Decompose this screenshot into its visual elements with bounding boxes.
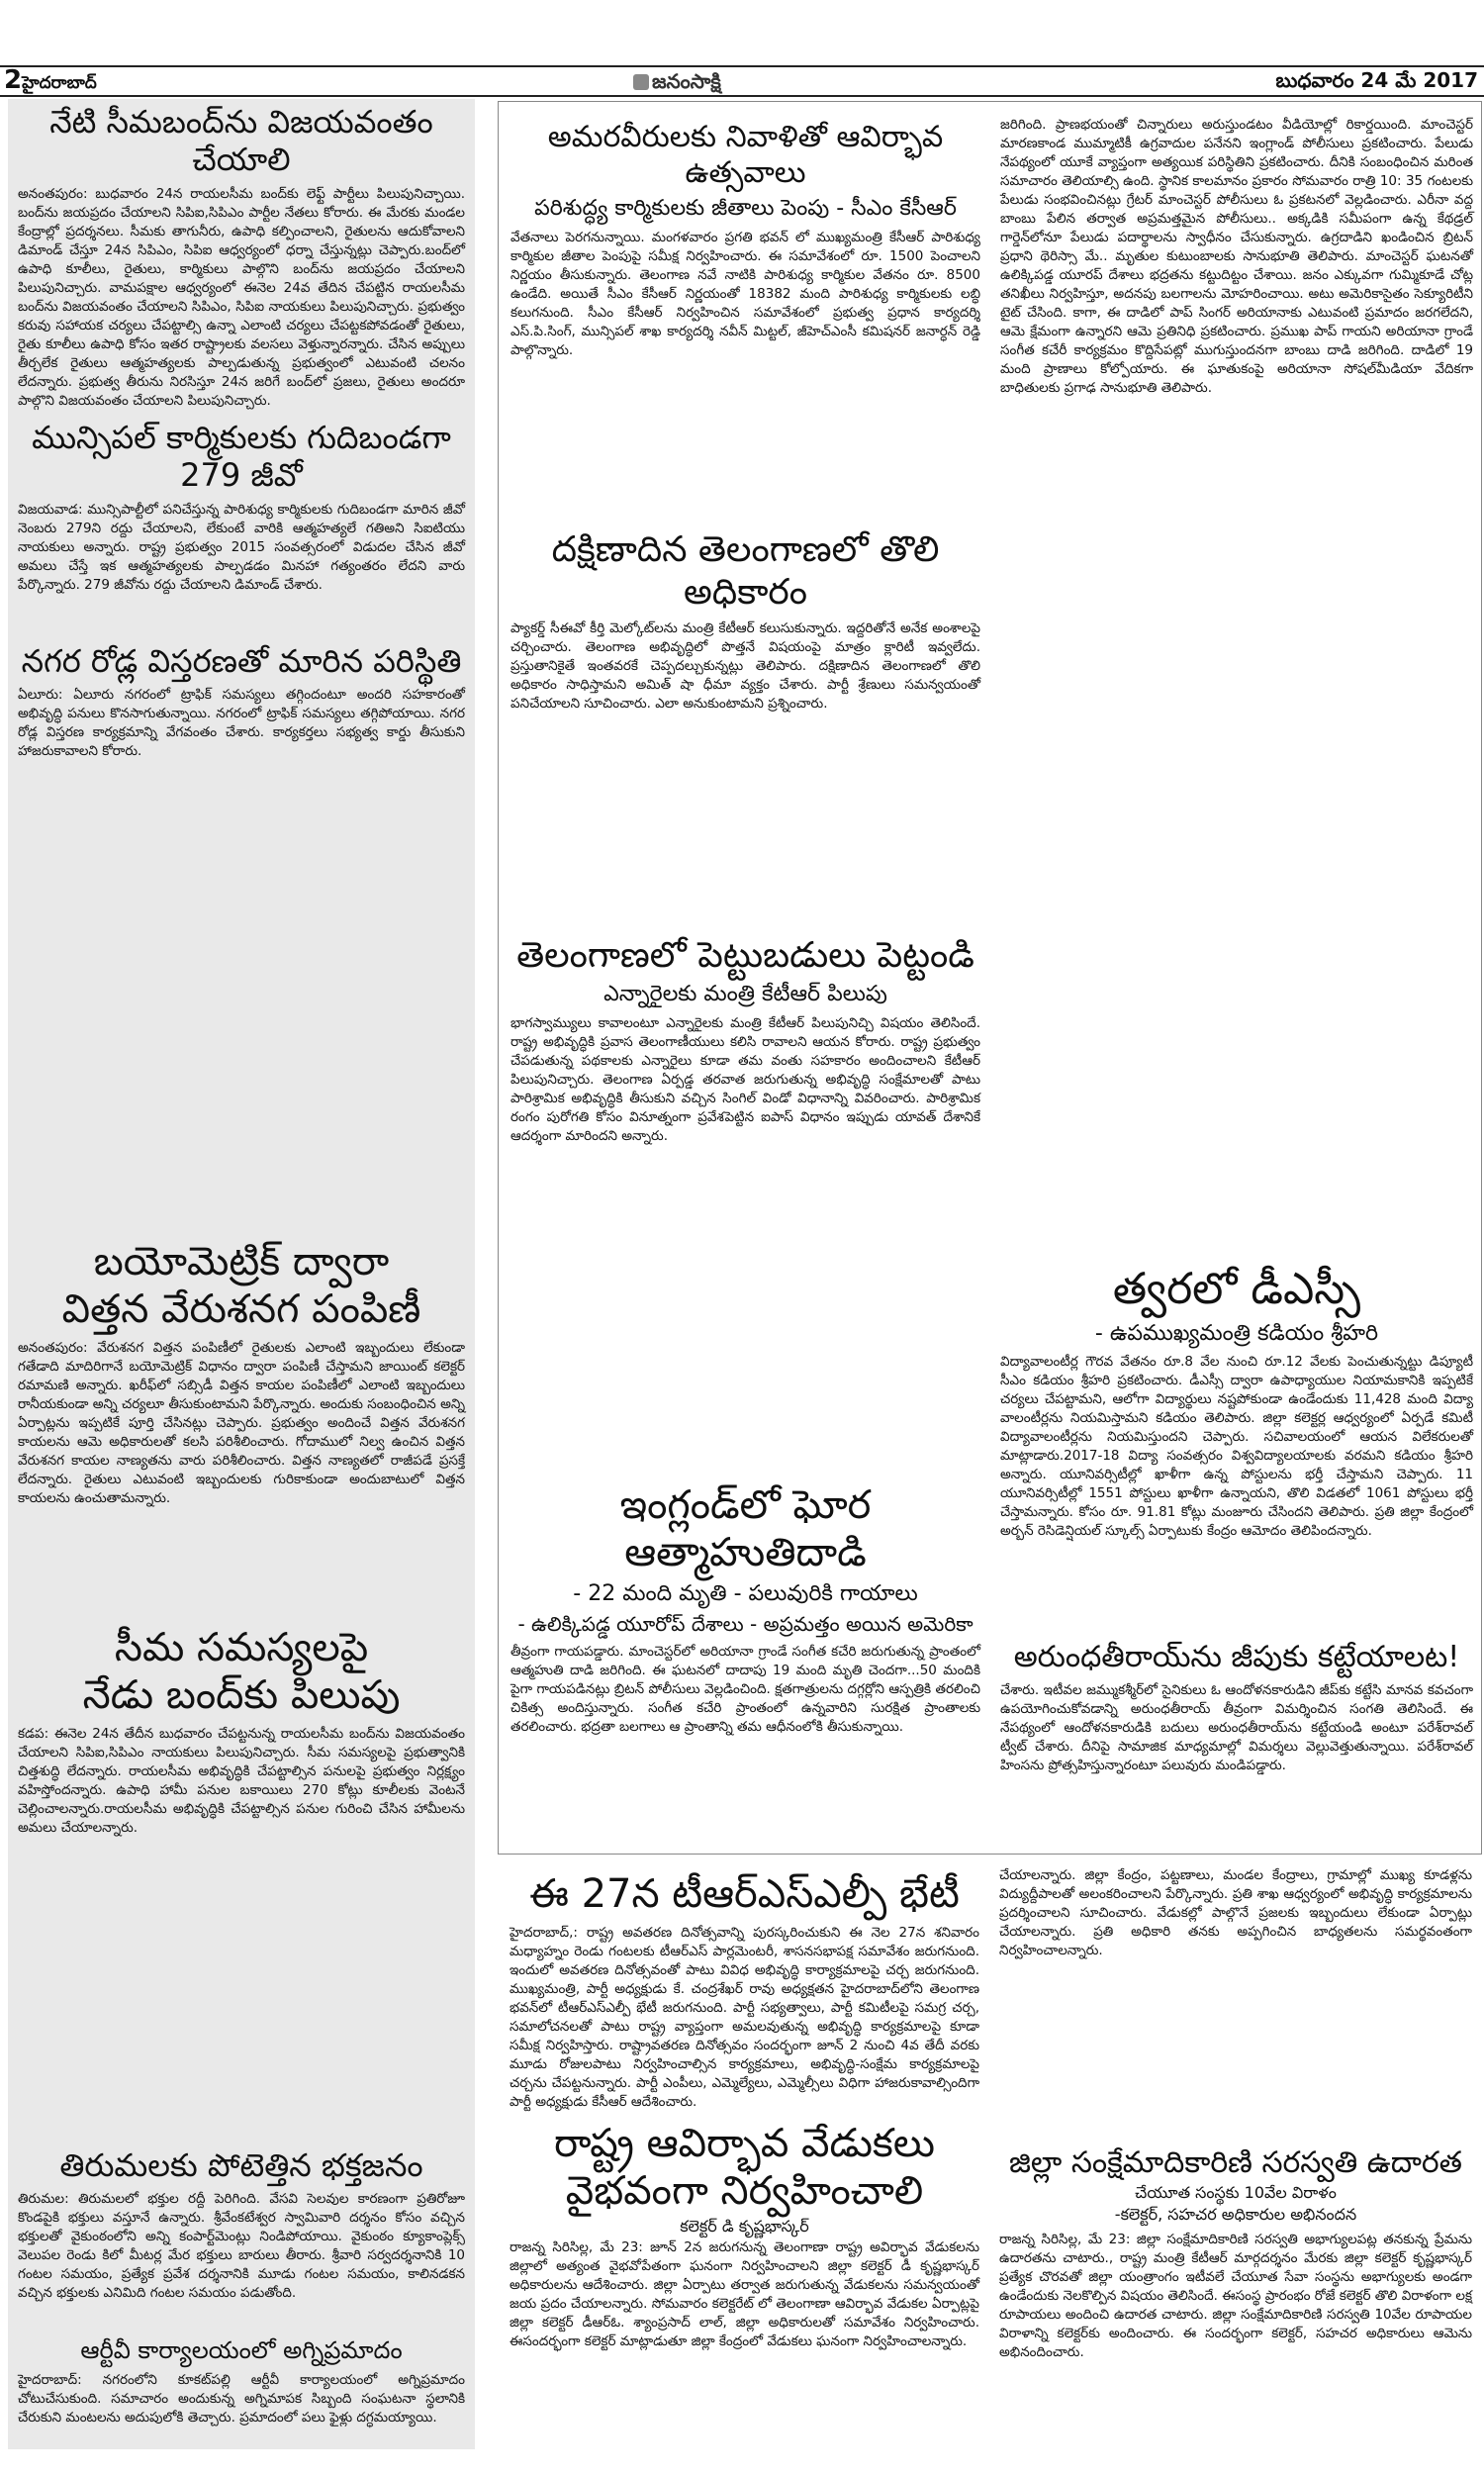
article-body: జరిగింది. ప్రాణభయంతో చిన్నారులు అరుస్తుండటం వీడియోల్లో రికార్డయింది. మాంచెస్టర్ మారణకాండ ముమ్మాటికీ ఉగ్రవాదుల పనేనని ఇంగ్లాండ్ పోలీసులు ప్రకటించారు. పేలుడు నేపథ్యంలో యూకే వ్యాప్తంగా అత్యయిక పరిస్థితిని ప్రకటించారు. దీనికి సంబంధించిన మరింత సమాచారం తెలియాల్సి ఉంది. స్థానిక కాలమానం ప్రకారం సోమవారం రాత్రి 10: 35 గంటలకు పేలుడు సంభవించినట్లు గ్రేటర్ మాంచెస్టర్ పోలీసులు ఓ ప్రకటనలో వెల్లడించారు. ఎరీనా వద్ద బాంబు పేలిన తర్వాత అప్రమత్తమైన పోలీసులు.. అక్కడికి సమీపంగా ఉన్న కేథడ్రల్ గార్డెన్‌లోనూ పేలుడు పదార్థాలను స్వాధీనం చేసుకున్నారు. ఉగ్రదాడిని ఖండించిన బ్రిటన్ ప్రధాని థెరిస్సా మే.. మృతుల కుటుంబాలకు సానుభూతి తెలిపారు. మాంచెస్టర్ ఘటనతో ఉలిక్కిపడ్డ యూరప్ దేశాలు భద్రతను కట్టుదిట్టం చేశాయి. జనం ఎక్కువగా గుమ్మికూడే చోట్ల తనిఖీలు నిర్వహిస్తూ, అదనపు బలగాలను మోహరించాయి. అటు అమెరికాసైతం సెక్యూరిటీని టైట్ చేసింది. కాగా, ఈ దాడిలో పాప్ సింగర్ అరియానాకు ఎటువంటి ప్రమాదం జరగలేదని, ఆమె క్షేమంగా ఉన్నారని ఆమె ప్రతినిధి ప్రకటించారు. ప్రముఖ పాప్ గాయని అరియానా గ్రాండే సంగీత కచేరీ కార్యక్రమం కొద్దిసేపట్లో ముగుస్తుందనగా బాంబు దాడి జరిగింది. దాడిలో 19 మంది ప్రాణాలు కోల్పోయారు. ఈ ఘాతుకంపై అరియానా సోషల్‌మీడియా వేదికగా బాధితులకు ప్రగాఢ సానుభూతి తెలిపారు.	[1000, 117, 1473, 396]
article-body: రాజన్న సిరిసిల్ల, మే 23: జిల్లా సంక్షేమాదికారిణి సరస్వతి అభాగ్యులపట్ల తనకున్న ప్రేమను ఉదారతను చాటారు., రాష్ట్ర మంత్రి కేటీఆర్ మార్గదర్శనం మేరకు జిల్లా కలెక్టర్ కృష్ణభాస్కర్ ప్రత్యేక చొరవతో జిల్లా యంత్రాంగం ఇటీవలే చేయూత సేవా సంస్థను అభాగ్యులకు అండగా ఉండేందుకు నెలకొల్పిన విషయం తెలిసిందే. ఈసంస్థ ప్రారంభం రోజే కలెక్టర్ తొలి విరాళంగా లక్ష రూపాయలు అందించి ఉదారత చాటారు. జిల్లా సంక్షేమాదికారిణి సరస్వతి 10వేల రూపాయల విరాళాన్ని కలెక్టర్‌కు అందించారు. ఈ సందర్భంగా కలెక్టర్, సహచర అధికారులు ఆమెను అభినందించారు.	[999, 2232, 1472, 2360]
article-tirumala	[18, 2146, 465, 2336]
article-rtv-fire	[18, 2336, 465, 2435]
article-body: విద్యావాలంటీర్ల గౌరవ వేతనం రూ.8 వేల నుంచి రూ.12 వేలకు పెంచుతున్నట్టు డిప్యూటీ సీఎం కడియం శ్రీహరి ప్రకటించారు. డీఎస్సీ ద్వారా ఉపాధ్యాయుల నియామకానికి ఇప్పటికే చర్యలు చేపట్టామని, ఆలోగా విద్యార్థులు నష్టపోకుండా ఉండేందుకు 11,428 మంది విద్యా వాలంటీర్లను నియమిస్తామని కడియం తెలిపారు. జిల్లా కలెక్టర్ల ఆధ్వర్యంలో ఏర్పడే కమిటీ విద్యావాలంటీర్లను నియమిస్తుందని చెప్పారు. సచివాలయంలో ఆయన విలేకరులతో మాట్లాడారు.2017-18 విద్యా సంవత్సరం విశ్వవిద్యాలయాలకు వరమని కడియం శ్రీహరి అన్నారు. యూనివర్సిటీల్లో ఖాళీగా ఉన్న పోస్టులను భర్తీ చేస్తామని చెప్పారు. 11 యూనివర్సిటీల్లో 1551 పోస్టులు ఖాళీగా ఉన్నాయని, తొలి విడతలో 1061 పోస్టులు భర్తీ చేస్తామన్నారు. కోసం రూ. 91.81 కోట్లు మంజూరు చేసిందని తెలిపారు. ప్రతి జిల్లా కేంద్రంలో అర్బన్ రెసిడెన్షియల్ స్కూల్స్ ఏర్పాటుకు కేంద్రం ఆమోదం తెలిపిందన్నారు.	[1000, 1354, 1473, 1540]
bottom-middle-column	[510, 1858, 979, 2370]
paper-logo	[633, 69, 721, 98]
article-south-power	[510, 528, 980, 934]
headline-line-1: బయోమెట్రిక్ ద్వారా	[93, 1238, 390, 1285]
bottom-section	[498, 1858, 1482, 2370]
subheadline-2: -కలెక్టర్, సహచర అధికారుల అభినందన	[1114, 2205, 1357, 2224]
article-body: వేతనాలు పెరగనున్నాయి. మంగళవారం ప్రగతి భవన్ లో ముఖ్యమంత్రి కేసీఆర్ పారిశుధ్య కార్మికుల జీతాల పెంపుపై సమీక్ష నిర్వహించారు. ఈ సమావేశంలో రూ. 1500 పెంచాలని నిర్ణయం తీసుకున్నారు. తెలంగాణ నవే నాటికి పారిశుధ్య కార్మికుల వేతనం రూ. 8500 ఉండేది. అయితే సీఎం కేసీఆర్ నిర్ణయంతో 18382 మంది పారిశుధ్య కార్మికులకు లబ్ధి కలుగనుంది. సీఎం కేసీఆర్ నిర్వహించిన సమావేశంలో ప్రభుత్వ ప్రధాన కార్యదర్శి ఎస్.పి.సింగ్, మున్సిపల్ శాఖ కార్యదర్శి నవీన్ మిట్టల్, జీహెచ్‌ఎంసీ కమిషనర్ జనార్ధన్ రెడ్డి పాల్గొన్నారు.	[510, 229, 980, 358]
bottom-right-column	[999, 1858, 1472, 2370]
article-body: అనంతపురం: వేరుశనగ విత్తన పంపిణీలో రైతులకు ఎలాంటి ఇబ్బందులు లేకుండా గతేడాది మాదిరిగానే బయోమెట్రిక్ విధానం ద్వారా పంపిణీ చేస్తామని జాయింట్ కలెక్టర్ రమామణి అన్నారు. ఖరీఫ్‌లో సబ్సిడీ విత్తన కాయల పంపిణీలో ఎలాంటి ఇబ్బందులు రానీయకుండా అన్ని చర్యలూ తీసుకుంటామని పేర్కొన్నారు. అందుకు సంబంధించిన అన్ని ఏర్పాట్లను ఇప్పటికే పూర్తి చేసినట్లు చెప్పారు. ప్రభుత్వం అందించే విత్తన వేరుశనగ కాయలను ఆమె అధికారులతో కలసి పరిశీలించారు. గోదాములో నిల్వ ఉంచిన విత్తన వేరుశనగ కాయల నాణ్యతను వారు పరిశీలించారు. విత్తన నాణ్యతలో రాజీపడే ప్రసక్తే లేదన్నారు. రైతులు ఎటువంటి ఇబ్బందులకు గురికాకుండా అందుబాటులో విత్తన కాయలను ఉంచుతామన్నారు.	[18, 1339, 465, 1506]
article-trslp-meeting	[510, 1870, 979, 2120]
page-number	[4, 65, 97, 97]
article-invest-telangana	[510, 934, 980, 1481]
article-body: కడప: ఈనెల 24న తేదీన బుధవారం చేపట్టనున్న రాయలసీమ బంద్‌ను విజయవంతం చేయాలని సిపిఐ,సిపిఎం నాయకులు పిలుపునిచ్చారు. సీమ సమస్యలపై ప్రభుత్వానికి చిత్తశుద్ధి లేదన్నారు. రాయలసీమ అభివృద్ధికి చేపట్టాల్సిన పనులపై ప్రభుత్వం నిర్లక్ష్యం వహిస్తోందన్నారు. ఉపాధి హామీ పనుల బకాయిలు 270 కోట్లు కూలీలకు వెంటనే చెల్లించాలన్నారు.రాయలసీమ అభివృద్ధికి చేపట్టాల్సిన పనుల గురించి చేసిన హామీలను అమలు చేయాలన్నారు.	[18, 1725, 465, 1836]
article-body: ఏలూరు: ఏలూరు నగరంలో ట్రాఫిక్ సమస్యలు తగ్గిందంటూ అందరి సహకారంతో అభివృద్ధి పనులు కొనసాగుతున్నాయి. నగరంలో ట్రాఫిక్ సమస్యలు తగ్గిపోయాయి. నగర రోడ్ల విస్తరణ కార్యక్రమాన్ని వేగవంతం చేశారు. కార్యకర్తలు సభ్యత్వ కార్డు తీసుకుని హాజరుకావాలని కోరారు.	[18, 687, 465, 760]
headline: నగర రోడ్ల విస్తరణతో మారిన పరిస్థితి	[21, 641, 462, 680]
article-road-widening	[18, 642, 465, 1238]
headline-line-2: నేడు బంద్‌కు పిలుపు	[82, 1671, 401, 1718]
article-body: రాజన్న సిరిసిల్ల, మే 23: జూన్ 2న జరుగనున్న తెలంగాణా రాష్ట్ర అవిర్భావ వేడుకలను జిల్లాలో అత్యంత వైభవోపేతంగా ఘనంగా నిర్వహించాలని జిల్లా కలెక్టర్ డీ కృష్ణభాస్కర్ అధికారులను ఆదేశించారు. జిల్లా ఏర్పాటు తర్వాత జరుగుతున్న వేడుకలను సమన్వయంతో జయ ప్రదం చేయాలన్నారు. సోమవారం కలెక్టరేట్ లో తెలంగాణా ఆవిర్భావ వేడుకల ఏర్పాట్లపై జిల్లా కలెక్టర్ డీఆర్ఓ. శ్యాంప్రసాద్ లాల్, జిల్లా అధికారులతో సమావేశం నిర్వహించారు. ఈసందర్భంగా కలెక్టర్ మాట్లాడుతూ జిల్లా కేంద్రంలో వేడుకలు ఘనంగా నిర్వహించాలన్నారు.	[510, 2239, 979, 2349]
boxed-section	[498, 101, 1482, 1855]
article-body: విజయవాడ: మున్సిపాల్టీలో పనిచేస్తున్న పారిశుధ్య కార్మికులకు గుదిబండగా మారిన జీవో నెంబరు 279ని రద్దు చేయాలని, లేకుంటే వారికి ఆత్మహత్యలే గతిఅని సిఐటియు నాయకులు అన్నారు. రాష్ట్ర ప్రభుత్వం 2015 సంవత్సరంలో విడుదల చేసిన జీవో అమలు చేస్తే ఇక ఆత్మహత్యలకు పాల్పడడం మినహా గత్యంతరం లేదని వారు పేర్కొన్నారు. 279 జీవోను రద్దు చేయాలని డిమాండ్ చేశారు.	[18, 501, 465, 593]
article-formation-day	[510, 120, 980, 528]
headline: అమరవీరులకు నివాళితో ఆవిర్భావ ఉత్సవాలు	[547, 120, 944, 190]
right-area	[498, 101, 1482, 2370]
subheadline: పరిశుద్ధ్య కార్మికులకు జీతాలు పెంపు - సీఎం కేసీఆర్	[534, 196, 957, 221]
headline: ఆర్టీవీ కార్యాలయంలో అగ్నిప్రమాదం	[80, 2335, 403, 2364]
headline: జిల్లా సంక్షేమాదికారిణి సరస్వతి ఉదారత	[1008, 2145, 1463, 2180]
article-biometric-seeds	[18, 1238, 465, 1624]
headline-line-2: వైభవంగా నిర్వహించాలి	[565, 2168, 924, 2214]
logo-icon	[633, 74, 649, 90]
headline: మున్సిపల్ కార్మికులకు గుదిబండగా 279 జీవో	[32, 418, 451, 495]
article-england-attack	[510, 1481, 980, 1745]
article-england-continued	[1000, 116, 1473, 1264]
article-body: తీవ్రంగా గాయపడ్డారు. మాంచెస్టర్‌లో అరియానా గ్రాండే సంగీత కచేరి జరుగుతున్న ప్రాంతంలో ఆత్మహుతి దాడి జరిగింది. ఈ ఘటనలో దాదాపు 19 మంది మృతి చెందగా...50 మందికి పైగా గాయపడినట్లు బ్రిటన్ పోలీసులు వెల్లడించింది. క్షతగాత్రులను దగ్గర్లోని ఆస్పత్రికి తరలించి చికిత్స అందిస్తున్నారు. సంగీత కచేరి ప్రాంతంలో ఉన్నవారిని సురక్షిత ప్రాంతాలకు తరలించారు. భద్రతా బలగాలు ఆ ప్రాంతాన్ని తమ ఆధీనంలోకి తీసుకున్నాయి.	[510, 1643, 980, 1735]
article-arundhati-roy	[1000, 1640, 1473, 1783]
subheadline: ఎన్నారైలకు మంత్రి కేటీఆర్ పిలుపు	[603, 982, 887, 1007]
issue-date: బుధవారం 24 మే 2017	[1275, 68, 1478, 92]
article-body: హైదరాబాద్,: రాష్ట్ర అవతరణ దినోత్సవాన్ని పురస్కరించుకుని ఈ నెల 27న శనివారం మధ్యాహ్నం రెండు గంటలకు టీఆర్ఎస్ పార్లమెంటరీ, శాసనసభాపక్ష సమావేశం జరుగనుంది. ఇందులో అవతరణ దినోత్సవంతో పాటు వివిధ అభివృద్ధి కార్యాక్రమాలపై చర్చ జరుగనుంది. ముఖ్యమంత్రి, పార్టీ అధ్యక్షుడు కే. చంద్రశేఖర్ రావు అధ్యక్షతన హైదరాబాద్‌లోని తెలంగాణ భవన్‌లో టీఆర్‌ఎస్‌ఎల్పీ భేటీ జరుగనుంది. పార్టీ సభ్యత్వాలు, పార్టీ కమిటీలపై సమగ్ర చర్చ, సమాలోచనలతో పాటు రాష్ట్ర వ్యాప్తంగా అమలవుతున్న అభివృద్ధి కార్యక్రమాలపై కూడా సమీక్ష నిర్వహిస్తారు. రాష్ట్రావతరణ దినోత్సవం సందర్భంగా జూన్ 2 నుంచి 4వ తేదీ వరకు మూడు రోజులపాటు నిర్వహించాల్సిన కార్యక్రమాలు, అభివృద్ధి-సంక్షేమ కార్యక్రమాలపై చర్చను చేపట్టనున్నారు. పార్టీ ఎంపీలు, ఎమ్మెల్యేలు, ఎమ్మెల్సీలు విధిగా హాజరుకావాల్సిందిగా పార్టీ అధ్యక్షుడు కేసీఆర్ ఆదేశించారు.	[510, 1925, 979, 2110]
article-body: తిరుమల: తిరుమలలో భక్తుల రద్దీ పెరిగింది. వేసవి సెలవుల కారణంగా ప్రతిరోజూ కొండపైకి భక్తులు వస్తూనే ఉన్నారు. శ్రీవేంకటేశ్వర స్వామివారి దర్శనం కోసం వచ్చిన భక్తులతో వైకుంఠంలోని అన్ని కంపార్ట్‌మెంట్లు నిండిపోయాయి. వైకుంఠం క్యూకాంప్లెక్స్ వెలుపల రెండు కిలో మీటర్ల మేర భక్తులు బారులు తీరారు. శ్రీవారి సర్వదర్శనానికి 10 గంటల సమయం, ప్రత్యేక ప్రవేశ దర్శనానికి మూడు గంటల సమయం, కాలినడకన వచ్చిన భక్తులకు ఎనిమిది గంటల సమయం పడుతోంది.	[18, 2191, 465, 2302]
article-body: హైదరాబాద్: నగరంలోని కూకట్‌పల్లి ఆర్టీవీ కార్యాలయంలో అగ్నిప్రమాదం చోటుచేసుకుంది. సమాచారం అందుకున్న అగ్నిమాపక సిబ్బంది సంఘటనా స్థలానికి చేరుకుని మంటలను అదుపులోకి తెచ్చారు. ప్రమాదంలో పలు ఫైళ్లు దగ్ధమయ్యాయి.	[18, 2371, 465, 2426]
subheadline-2: - ఉలిక్కిపడ్డ యూరోప్ దేశాలు - అప్రమత్తం అయిన అమెరికా	[517, 1611, 974, 1636]
headline-line-1: సీమ సమస్యలపై	[114, 1624, 369, 1670]
middle-column	[510, 102, 980, 1854]
article-formation-celebrations	[510, 2120, 979, 2359]
subheadline-1: - 22 మంది మృతి - పలువురికి గాయాలు	[573, 1581, 918, 1606]
byline: కలెక్టర్ డి కృష్ణభాస్కర్	[680, 2217, 809, 2236]
article-body: అనంతపురం: బుధవారం 24న రాయలసీమ బంద్‌కు లెఫ్ట్ పార్టీలు పిలుపునిచ్చాయి. బంద్‌ను జయప్రదం చేయాలని సిపిఐ,సిపిఎం పార్టీల నేతలు కోరారు. ఈ మేరకు మండల కేంద్రాల్లో ప్రదర్శనలు. సీమకు తాగునీరు, ఉపాధి కల్పించాలని, రైతులను ఆదుకోవాలని డిమాండ్ చేస్తూ 24న సిపిఎం, సిపిఐ ఆధ్వర్యంలో ధర్నా చేస్తున్నట్లు చెప్పారు.బంద్‌లో ఉపాధి కూలీలు, రైతులు, కార్మికులు పాల్గొని బంద్‌ను జయప్రదం చేయాలని పిలుపునిచ్చారు. వామపక్షాల ఆధ్వర్యంలో ఈనెల 24వ తేదిన చేపట్టిన రాయలసీమ బంద్‌ను విజయవంతం చేయాలని సిపిఎం, సిపిఐ నాయకులు పిలుపునిచ్చారు. ప్రభుత్వం కరువు సహాయక చర్యలు చేపట్టాల్సి ఉన్నా ఎలాంటి చర్యలు చేపట్టకపోవడంతో రైతులు, రైతు కూలీలు ఉపాధి కోసం ఇతర రాష్ట్రాలకు వలసలు వెళ్తున్నారన్నారు. చేసిన అప్పులు తీర్చలేక రైతులు ఆత్మహత్యలకు పాల్పడుతున్న ప్రభుత్వంలో ఎటువంటి చలనం లేదన్నారు. ప్రభుత్వ తీరును నిరసిస్తూ 24న జరిగే బంద్‌లో ప్రజలు, రైతులు అందరూ పాల్గొని విజయవంతం చేయాలని పిలుపునిచ్చారు.	[18, 185, 465, 409]
headline: తిరుమలకు పోటెత్తిన భక్తజనం	[59, 2145, 423, 2184]
headline: ఈ 27న టీఆర్‌ఎస్‌ఎల్పీ భేటీ	[529, 1871, 960, 1917]
article-body: చేయాలన్నారు. జిల్లా కేంద్రం, పట్టణాలు, మండల కేంద్రాలు, గ్రామాల్లో ముఖ్య కూడళ్లను విద్యుద్దీపాలతో అలంకరించాలని పేర్కొన్నారు. ప్రతి శాఖ ఆధ్వర్యంలో అభివృద్ధి కార్యక్రమాలను ప్రదర్శించాలని సూచించారు. వేడుకల్లో పాల్గొనే ప్రజలకు ఇబ్బందులు లేకుండా ఏర్పాట్లు చేయాలన్నారు. ప్రతి అధికారి తనకు అప్పగించిన బాధ్యతలను సమర్థవంతంగా నిర్వహించాలన్నారు.	[999, 1867, 1472, 1958]
article-body: భాగస్వామ్యులు కావాలంటూ ఎన్నారైలకు మంత్రి కేటీఆర్ పిలుపునిచ్చి విషయం తెలిసిందే. రాష్ట్ర అభివృద్ధికి ప్రవాస తెలంగాణీయులు కలిసి రావాలని ఆయన కోరారు. రాష్ట్ర ప్రభుత్వం చేపడుతున్న పథకాలకు ఎన్నారైలు కూడా తమ వంతు సహకారం అందించాలని కేటీఆర్ పిలుపునిచ్చారు. తెలంగాణ ఏర్పడ్డ తరవాత జరుగుతున్న అభివృద్ధి సంక్షేమాలతో పాటు పారిశ్రామిక అభివృద్ధికి తీసుకుని వచ్చిన సింగిల్ విండో విధానాన్ని వివరించారు. పారిశ్రామిక రంగం పురోగతి కోసం వినూత్నంగా ప్రవేశపెట్టిన ఐపాస్ విధానం ఇప్పుడు యావత్ దేశానికే ఆదర్శంగా మారిందని అన్నారు.	[510, 1014, 980, 1144]
paper-name: జనంసాక్షి	[652, 69, 721, 93]
headline: అరుంధతీరాయ్‌ను జీపుకు కట్టేయాలట!	[1013, 1640, 1460, 1674]
headline: ఇంగ్లండ్‌లో ఘోర ఆత్మాహుతిదాడి	[619, 1482, 872, 1575]
right-column	[1000, 102, 1473, 1854]
subheadline-1: చేయూత సంస్థకు 10వేల విరాళం	[1135, 2183, 1337, 2202]
article-body: ప్యాకర్డ్ సీఈవో కీర్తి మెల్కోట్‌లను మంత్రి కేటీఆర్ కలుసుకున్నారు. ఇద్దరితోనే అనేక అంశాలపై చర్చించారు. తెలంగాణ అభివృద్ధిలో పొత్తనే విషయంపై మాత్రం క్లారిటీ ఇవ్వలేదు. ప్రస్తుతానికైతే ఇంతవరకే చెప్పదల్చుకున్నట్లు తెలిపారు. దక్షిణాదిన తెలంగాణలో తొలి అధికారం సాధిస్తామని అమిత్ షా ధీమా వ్యక్తం చేశారు. పార్టీ శ్రేణులు సమన్వయంతో పనిచేయాలని సూచించారు. ఎలా అనుకుంటామని ప్రశ్నించారు.	[510, 620, 980, 713]
article-seema-bandh-call	[18, 1624, 465, 2146]
headline: దక్షిణాదిన తెలంగాణలో తొలి అధికారం	[551, 529, 940, 614]
left-column	[8, 99, 475, 2449]
headline-line-2: విత్తన వేరుశనగ పంపిణీ	[61, 1285, 421, 1332]
article-seemabandh	[18, 103, 465, 419]
headline: నేటి సీమబంద్‌ను విజయవంతం చేయాలి	[49, 103, 433, 179]
article-dsc-soon	[1000, 1264, 1473, 1640]
headline: త్వరలో డీఎస్సీ	[1112, 1264, 1361, 1314]
section-name: హైదరాబాద్	[22, 73, 97, 93]
masthead	[0, 65, 1484, 97]
article-body: చేశారు. ఇటీవల జమ్ముకశ్మీర్‌లో సైనికులు ఓ ఆందోళనకారుడిని జీప్‌కు కట్టేసి మానవ కవచంగా ఉపయోగించుకోవడాన్ని అరుంధతీరాయ్ తీవ్రంగా విమర్శించిన సంగతి తెలిసిందే. ఈ నేపథ్యంలో ఆందోళనకారుడికి బదులు అరుంధతీరాయ్‌ను కట్టేయండి అంటూ పరేశ్‌రావల్ ట్వీట్ చేశారు. దీనిపై సామాజిక మాధ్యమాల్లో విమర్శలు వెల్లువెత్తుతున్నాయి. పరేశ్‌రావల్ హింసను ప్రోత్సహిస్తున్నారంటూ పలువురు మండిపడ్డారు.	[1000, 1682, 1473, 1773]
article-celebrations-continued	[999, 1866, 1472, 2145]
headline-line-1: రాష్ట్ర ఆవిర్భావ వేడుకలు	[553, 2121, 936, 2166]
article-municipal-go	[18, 419, 465, 642]
headline: తెలంగాణలో పెట్టుబడులు పెట్టండి	[516, 935, 974, 976]
subheadline: - ఉపముఖ్యమంత్రి కడియం శ్రీహరి	[1094, 1320, 1379, 1346]
article-saraswati-donation	[999, 2145, 1472, 2370]
page-number-value: 2	[4, 65, 23, 95]
